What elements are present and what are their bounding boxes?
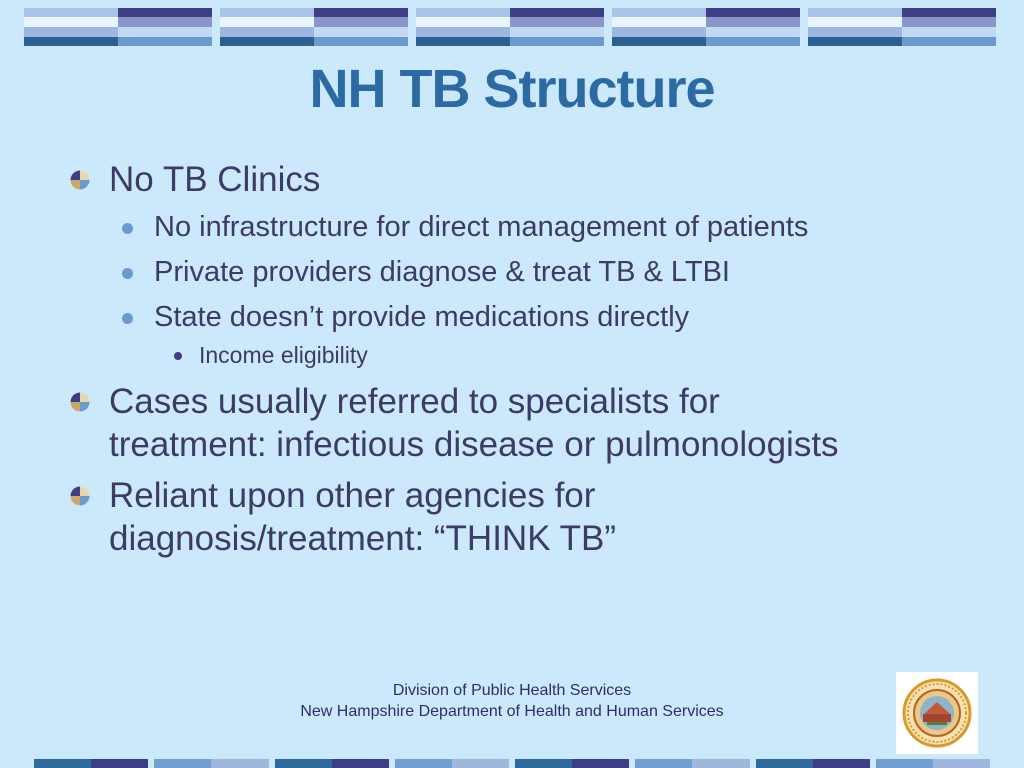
band-tile [24, 8, 212, 46]
bullet-text: Cases usually referred to specialists for treatment: infectious disease or pulmonologists [109, 382, 839, 464]
quadrant-bullet-icon [70, 486, 90, 506]
quadrant-bullet-icon [70, 392, 90, 412]
slide-content [68, 158, 868, 568]
bottom-decorative-band [34, 759, 990, 768]
footer [0, 680, 1024, 722]
seal-icon [896, 672, 978, 754]
small-dot-bullet-icon [174, 352, 182, 360]
band-tile [808, 8, 996, 46]
footer-division: Division of Public Health Services [392, 682, 632, 699]
sub-bullet-text: Private providers diagnose & treat TB & LTBI [154, 256, 730, 288]
band-tile [416, 8, 604, 46]
sub-bullet-item [154, 209, 868, 246]
sub-sub-bullet-text: Income eligibility [199, 342, 368, 368]
band-tile [756, 759, 870, 768]
band-tile [275, 759, 389, 768]
footer-department: New Hampshire Department of Health and Human Services [300, 703, 724, 720]
sub-bullet-text: State doesn’t provide medications directly [154, 301, 690, 333]
bullet-text: Reliant upon other agencies for diagnosis/treatment: “THINK TB” [109, 476, 617, 558]
band-tile [395, 759, 509, 768]
top-decorative-band [24, 8, 998, 46]
band-tile [635, 759, 749, 768]
dot-bullet-icon [122, 313, 133, 324]
state-seal-logo [896, 672, 978, 754]
band-tile [34, 759, 148, 768]
dot-bullet-icon [122, 268, 133, 279]
band-tile [515, 759, 629, 768]
band-tile [154, 759, 268, 768]
bullet-item [68, 380, 868, 466]
band-tile [612, 8, 800, 46]
slide-title: NH TB Structure [309, 59, 715, 119]
bullet-text: No TB Clinics [109, 160, 321, 199]
quadrant-bullet-icon [70, 170, 90, 190]
sub-bullet-item [154, 299, 868, 336]
dot-bullet-icon [122, 223, 133, 234]
sub-bullet-text: No infrastructure for direct management of patients [154, 211, 809, 243]
band-tile [220, 8, 408, 46]
sub-bullet-item [154, 254, 868, 291]
sub-sub-bullet-item [199, 340, 868, 370]
band-tile [876, 759, 990, 768]
bullet-item [68, 474, 868, 560]
bullet-item [68, 158, 868, 201]
